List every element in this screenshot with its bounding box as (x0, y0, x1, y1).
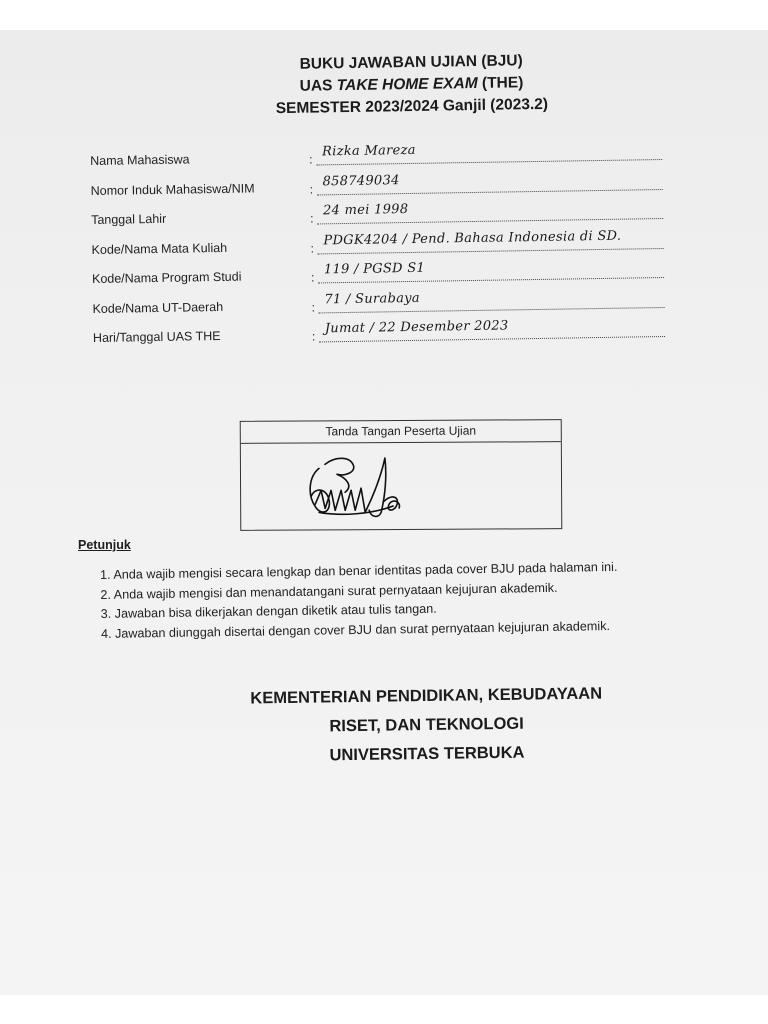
instruction-item: 4. Jawaban diunggah disertai dengan cover BJU dan surat pernyataan kejujuran akademik. (100, 618, 611, 641)
field-value-nim: 858749034 (322, 172, 400, 189)
field-colon: : (310, 211, 314, 226)
answer-sheet-page (0, 30, 768, 995)
field-label: Nomor Induk Mahasiswa/NIM (90, 180, 255, 198)
field-value-tanggal-lahir: 24 mei 1998 (322, 202, 409, 219)
document-header (0, 46, 768, 125)
field-colon: : (310, 270, 315, 285)
handwritten-signature (301, 446, 441, 527)
field-colon: : (311, 329, 316, 344)
field-colon: : (311, 299, 315, 315)
signature-box (240, 419, 563, 531)
field-colon: : (309, 182, 314, 197)
field-value-program-studi: 119 / PGSD S1 (323, 260, 426, 278)
field-label: Nama Mahasiswa (90, 152, 190, 168)
footer-university: UNIVERSITAS TERBUKA (329, 743, 525, 765)
dotted-line (318, 248, 664, 254)
dotted-line (319, 336, 665, 342)
signature-heading: Tanda Tangan Peserta Ujian (241, 420, 561, 444)
instruction-item: 1. Anda wajib mengisi secara lengkap dan benar identitas pada cover BJU pada halaman ini. (100, 559, 618, 582)
dotted-line (316, 159, 662, 165)
field-label: Hari/Tanggal UAS THE (92, 328, 221, 345)
identity-form (90, 139, 673, 355)
header-exam-prefix: UAS (299, 77, 337, 95)
field-label: Kode/Nama Program Studi (91, 269, 242, 286)
header-exam-suffix: (THE) (477, 74, 524, 92)
dotted-line (319, 306, 665, 312)
dotted-line (317, 189, 663, 195)
field-value-mata-kuliah: PDGK4204 / Pend. Bahasa Indonesia di SD. (323, 228, 622, 248)
field-label: Kode/Nama Mata Kuliah (91, 240, 228, 257)
institution-footer (0, 676, 768, 775)
field-value-ut-daerah: 71 / Surabaya (324, 290, 421, 307)
header-semester: SEMESTER 2023/2024 Ganjil (2023.2) (275, 95, 549, 118)
dotted-line (317, 218, 663, 224)
dotted-line (318, 277, 664, 283)
instruction-item: 3. Jawaban bisa dikerjakan dengan diketik atau tulis tangan. (100, 601, 437, 621)
field-colon: : (309, 152, 313, 167)
header-exam-italic: TAKE HOME EXAM (336, 74, 478, 95)
field-label: Kode/Nama UT-Daerah (92, 299, 224, 316)
field-label: Tanggal Lahir (91, 211, 167, 227)
header-title: BUKU JAWABAN UJIAN (BJU) (299, 52, 523, 73)
field-value-nama: Rizka Mareza (321, 142, 416, 160)
footer-ministry: KEMENTERIAN PENDIDIKAN, KEBUDAYAAN (250, 684, 603, 708)
instruction-item: 2. Anda wajib mengisi dan menandatangani surat pernyataan kejujuran akademik. (100, 580, 558, 602)
instructions-list (100, 559, 701, 646)
field-colon: : (310, 240, 315, 256)
footer-ministry-cont: RISET, DAN TEKNOLOGI (329, 714, 524, 736)
instructions-title: Petunjuk (78, 538, 131, 552)
field-value-tanggal-uas: Jumat / 22 Desember 2023 (324, 318, 509, 337)
